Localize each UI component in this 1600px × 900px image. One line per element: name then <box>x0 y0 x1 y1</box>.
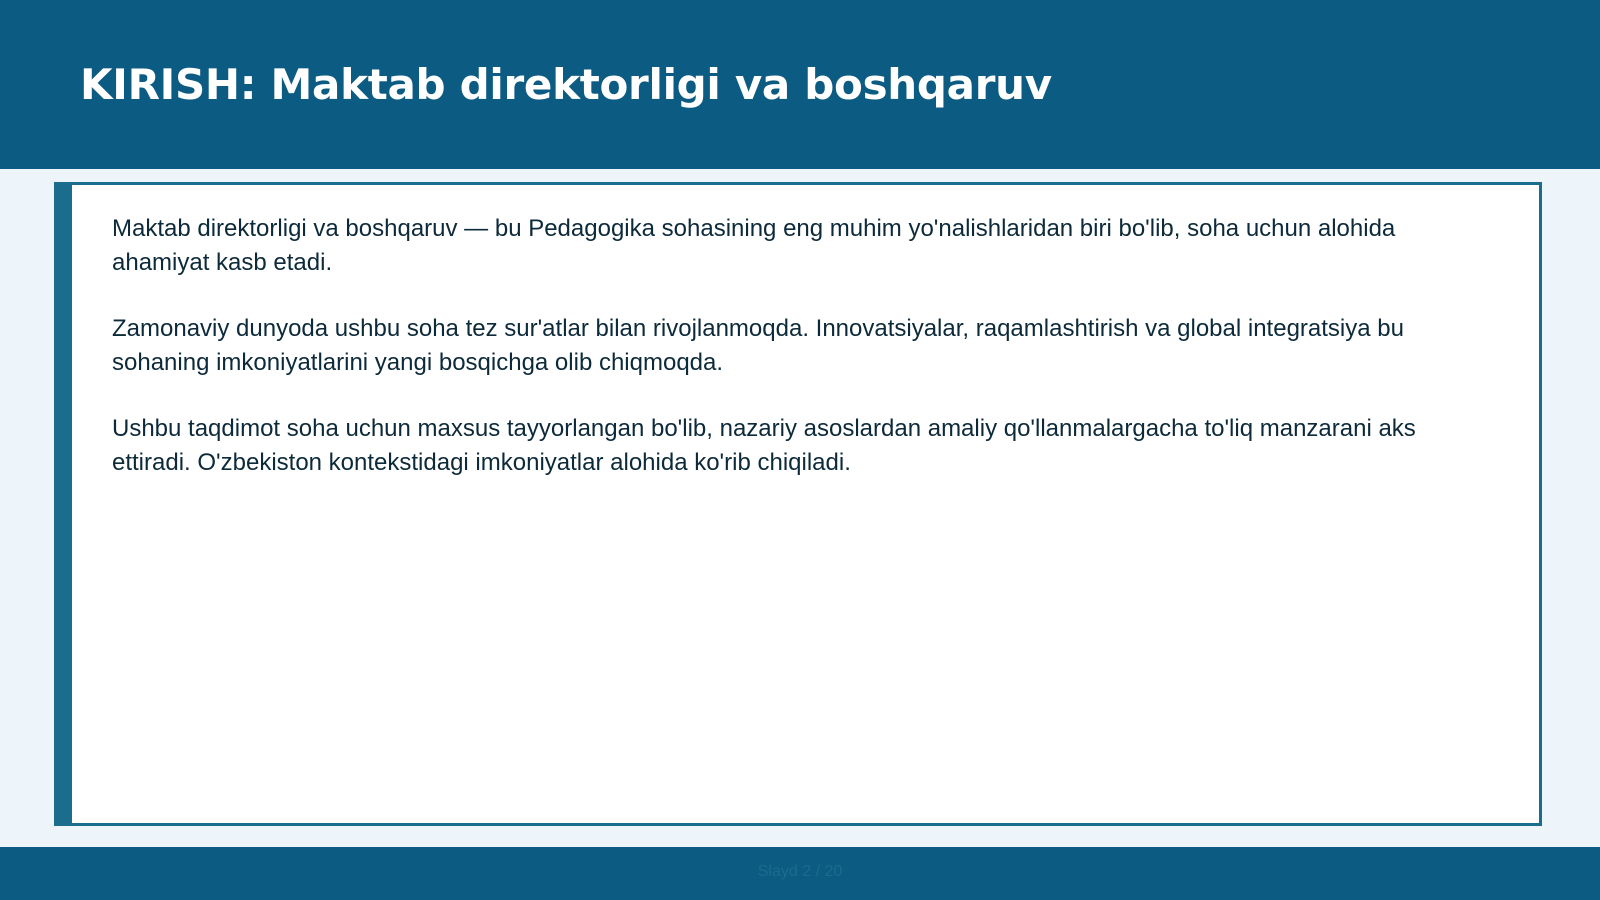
paragraph-presentation-scope: Ushbu taqdimot soha uchun maxsus tayyorlangan bo'lib, nazariy asoslardan amaliy qo'llanmalargacha to'liq manzarani aks ettiradi. O'zbekiston kontekstidagi imkoniyatlar alohida ko'rib chiqiladi. <box>112 415 1416 476</box>
content-card <box>54 182 1542 826</box>
slide-footer <box>0 847 1600 900</box>
slide-page-number: Slayd 2 / 20 <box>757 863 843 880</box>
slide-header <box>0 0 1600 169</box>
paragraph-intro: Maktab direktorligi va boshqaruv — bu Pedagogika sohasining eng muhim yo'nalishlaridan biri bo'lib, soha uchun alohida ahamiyat kasb etadi. <box>112 215 1396 276</box>
slide-title: KIRISH: Maktab direktorligi va boshqaruv <box>80 60 1052 109</box>
content-body <box>112 212 1482 512</box>
paragraph-modern-world: Zamonaviy dunyoda ushbu soha tez sur'atlar bilan rivojlanmoqda. Innovatsiyalar, raqamlashtirish va global integratsiya bu sohaning imkoniyatlarini yangi bosqichga olib chiqmoqda. <box>112 315 1404 376</box>
